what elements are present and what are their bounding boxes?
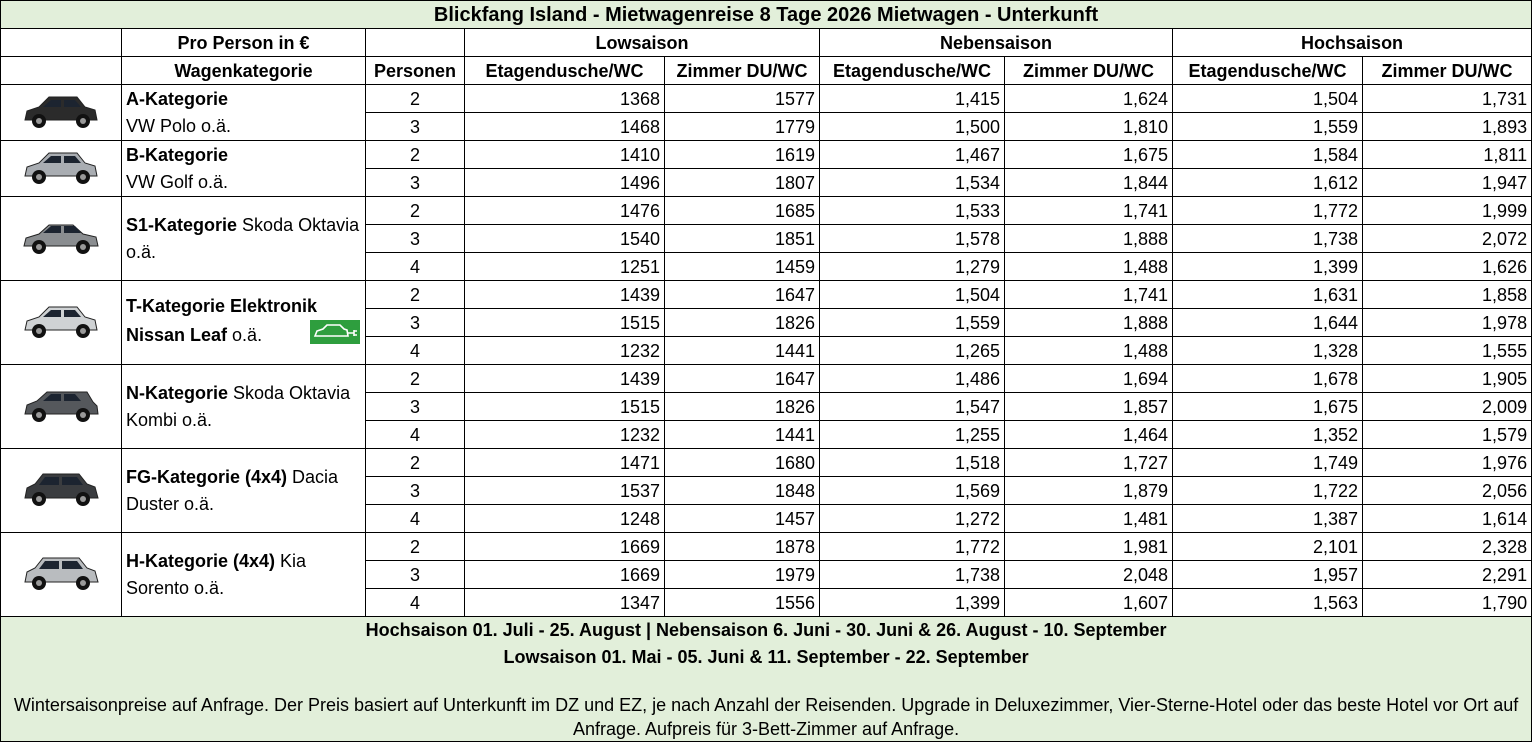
price-cell: 1439 — [465, 365, 665, 393]
price-cell: 1,534 — [820, 169, 1005, 197]
price-cell: 1232 — [465, 337, 665, 365]
header-empty-cell — [1, 57, 122, 85]
price-cell: 1,888 — [1005, 225, 1173, 253]
price-cell: 1,727 — [1005, 449, 1173, 477]
price-cell: 1,467 — [820, 141, 1005, 169]
table-row — [1, 365, 1532, 393]
price-cell: 1,624 — [1005, 85, 1173, 113]
price-cell: 1,790 — [1363, 589, 1532, 617]
price-cell: 1232 — [465, 421, 665, 449]
price-cell: 1848 — [665, 477, 820, 505]
persons-cell: 4 — [366, 253, 465, 281]
price-cell: 1669 — [465, 561, 665, 589]
price-cell: 1,844 — [1005, 169, 1173, 197]
price-cell: 1,879 — [1005, 477, 1173, 505]
price-cell: 1,559 — [1173, 113, 1363, 141]
category-name: H-Kategorie (4x4) — [126, 550, 276, 571]
price-cell: 1,387 — [1173, 505, 1363, 533]
car-image-cell — [1, 141, 122, 197]
price-cell: 1471 — [465, 449, 665, 477]
persons-cell: 2 — [366, 197, 465, 225]
persons-cell: 2 — [366, 449, 465, 477]
category-cell — [122, 533, 366, 617]
table-row — [1, 85, 1532, 113]
price-cell: 1807 — [665, 169, 820, 197]
persons-cell: 2 — [366, 141, 465, 169]
price-cell: 1,486 — [820, 365, 1005, 393]
header-room-type: Zimmer DU/WC — [1005, 57, 1173, 85]
price-cell: 1680 — [665, 449, 820, 477]
price-cell: 1,265 — [820, 337, 1005, 365]
car-image-cell — [1, 449, 122, 533]
price-cell: 1,811 — [1363, 141, 1532, 169]
persons-cell: 4 — [366, 421, 465, 449]
price-cell: 1,504 — [1173, 85, 1363, 113]
price-cell: 2,328 — [1363, 533, 1532, 561]
price-cell: 1368 — [465, 85, 665, 113]
footer-price-note: Wintersaisonpreise auf Anfrage. Der Preis basiert auf Unterkunft im DZ und EZ, je nach Anzahl der Reisenden. Upgrade in Deluxezimmer, Vier-Sterne-Hotel oder das beste Hotel vor Ort auf Anfrage. Aufpreis für 3-Bett-Zimmer auf Anfrage. — [13, 695, 1519, 739]
category-name: S1-Kategorie — [126, 214, 238, 235]
header-season-high: Hochsaison — [1173, 29, 1532, 57]
table-row — [1, 141, 1532, 169]
price-cell: 1,352 — [1173, 421, 1363, 449]
price-cell: 1,464 — [1005, 421, 1173, 449]
header-wagenkategorie: Wagenkategorie — [122, 57, 366, 85]
price-cell: 1347 — [465, 589, 665, 617]
persons-cell: 3 — [366, 225, 465, 253]
table-row — [1, 281, 1532, 309]
price-cell: 1410 — [465, 141, 665, 169]
hatchback-car-icon — [21, 88, 101, 137]
price-cell: 1577 — [665, 85, 820, 113]
car-image-cell — [1, 197, 122, 281]
price-cell: 1,731 — [1363, 85, 1532, 113]
price-cell: 1,957 — [1173, 561, 1363, 589]
price-cell: 1647 — [665, 281, 820, 309]
price-cell: 1,255 — [820, 421, 1005, 449]
category-car-model: Skoda Oktavia o.ä. — [126, 214, 360, 262]
header-room-type: Zimmer DU/WC — [665, 57, 820, 85]
price-cell: 1,399 — [820, 589, 1005, 617]
price-cell: 1457 — [665, 505, 820, 533]
price-cell: 1,614 — [1363, 505, 1532, 533]
price-cell: 1556 — [665, 589, 820, 617]
price-cell: 1979 — [665, 561, 820, 589]
price-cell: 1,722 — [1173, 477, 1363, 505]
category-name: A-Kategorie — [126, 88, 229, 109]
header-room-type: Zimmer DU/WC — [1363, 57, 1532, 85]
price-cell: 2,009 — [1363, 393, 1532, 421]
persons-cell: 3 — [366, 113, 465, 141]
price-cell: 1540 — [465, 225, 665, 253]
price-cell: 1,772 — [820, 533, 1005, 561]
price-cell: 1826 — [665, 309, 820, 337]
persons-cell: 3 — [366, 309, 465, 337]
category-cell — [122, 197, 366, 281]
price-cell: 1,328 — [1173, 337, 1363, 365]
footer-season-dates-high-mid: Hochsaison 01. Juli - 25. August | Nebensaison 6. Juni - 30. Juni & 26. August - 10. September — [365, 620, 1167, 640]
header-empty-cell — [1, 29, 122, 57]
price-cell: 1,569 — [820, 477, 1005, 505]
price-cell: 1,579 — [1363, 421, 1532, 449]
persons-cell: 3 — [366, 169, 465, 197]
price-cell: 1826 — [665, 393, 820, 421]
price-cell: 1,563 — [1173, 589, 1363, 617]
price-cell: 1,488 — [1005, 253, 1173, 281]
price-cell: 1,893 — [1363, 113, 1532, 141]
persons-cell: 2 — [366, 365, 465, 393]
table-row — [1, 197, 1532, 225]
category-car-model: Dacia Duster o.ä. — [126, 466, 339, 514]
suv-car-icon — [21, 550, 101, 599]
persons-cell: 4 — [366, 505, 465, 533]
price-cell: 1,612 — [1173, 169, 1363, 197]
price-cell: 1,555 — [1363, 337, 1532, 365]
footer-notes — [1, 617, 1532, 742]
car-image-cell — [1, 281, 122, 365]
price-cell: 1468 — [465, 113, 665, 141]
price-cell: 1,578 — [820, 225, 1005, 253]
price-cell: 1,584 — [1173, 141, 1363, 169]
price-cell: 1,279 — [820, 253, 1005, 281]
price-cell: 1515 — [465, 393, 665, 421]
price-cell: 2,291 — [1363, 561, 1532, 589]
header-season-low: Lowsaison — [465, 29, 820, 57]
wagon-car-icon — [21, 382, 101, 431]
price-cell: 1,415 — [820, 85, 1005, 113]
car-image-cell — [1, 533, 122, 617]
price-cell: 2,056 — [1363, 477, 1532, 505]
table-title: Blickfang Island - Mietwagenreise 8 Tage 2026 Mietwagen - Unterkunft — [1, 1, 1532, 29]
price-cell: 1619 — [665, 141, 820, 169]
category-car-model: Kia Sorento o.ä. — [126, 550, 307, 598]
price-cell: 1251 — [465, 253, 665, 281]
car-image-cell — [1, 85, 122, 141]
electric-charging-icon — [310, 320, 360, 352]
category-name: FG-Kategorie (4x4) — [126, 466, 288, 487]
price-cell: 1476 — [465, 197, 665, 225]
price-cell: 1685 — [665, 197, 820, 225]
category-cell — [122, 85, 366, 141]
price-cell: 1,678 — [1173, 365, 1363, 393]
header-pro-person: Pro Person in € — [122, 29, 366, 57]
price-cell: 1248 — [465, 505, 665, 533]
header-empty-cell — [366, 29, 465, 57]
footer-season-dates-low: Lowsaison 01. Mai - 05. Juni & 11. September - 22. September — [503, 647, 1029, 667]
persons-cell: 4 — [366, 337, 465, 365]
price-cell: 1,488 — [1005, 337, 1173, 365]
header-season-mid: Nebensaison — [820, 29, 1173, 57]
price-cell: 1779 — [665, 113, 820, 141]
price-cell: 2,101 — [1173, 533, 1363, 561]
price-cell: 1,858 — [1363, 281, 1532, 309]
category-car-model: VW Golf o.ä. — [126, 171, 229, 192]
price-cell: 1,741 — [1005, 197, 1173, 225]
table-row — [1, 533, 1532, 561]
persons-cell: 3 — [366, 393, 465, 421]
price-cell: 1851 — [665, 225, 820, 253]
persons-cell: 4 — [366, 589, 465, 617]
persons-cell: 2 — [366, 533, 465, 561]
price-cell: 1,772 — [1173, 197, 1363, 225]
price-cell: 1,978 — [1363, 309, 1532, 337]
category-cell — [122, 449, 366, 533]
price-cell: 1,631 — [1173, 281, 1363, 309]
price-cell: 1,607 — [1005, 589, 1173, 617]
table-row — [1, 449, 1532, 477]
price-cell: 1,694 — [1005, 365, 1173, 393]
price-cell: 2,072 — [1363, 225, 1532, 253]
price-cell: 1515 — [465, 309, 665, 337]
price-cell: 1441 — [665, 337, 820, 365]
price-cell: 1,675 — [1173, 393, 1363, 421]
price-cell: 1,644 — [1173, 309, 1363, 337]
price-cell: 1439 — [465, 281, 665, 309]
category-cell — [122, 365, 366, 449]
price-cell: 1,888 — [1005, 309, 1173, 337]
persons-cell: 3 — [366, 561, 465, 589]
price-cell: 1496 — [465, 169, 665, 197]
category-cell — [122, 281, 366, 365]
category-name: T-Kategorie Elektronik Nissan Leaf — [126, 296, 318, 345]
category-car-model: VW Polo o.ä. — [126, 115, 232, 136]
price-cell: 1459 — [665, 253, 820, 281]
price-cell: 1,741 — [1005, 281, 1173, 309]
price-cell: 2,048 — [1005, 561, 1173, 589]
price-cell: 1647 — [665, 365, 820, 393]
suv-car-icon — [21, 466, 101, 515]
price-cell: 1,547 — [820, 393, 1005, 421]
category-name: N-Kategorie — [126, 382, 229, 403]
price-cell: 1,749 — [1173, 449, 1363, 477]
price-cell: 1,738 — [820, 561, 1005, 589]
price-cell: 1,976 — [1363, 449, 1532, 477]
category-car-model: Skoda Oktavia Kombi o.ä. — [126, 382, 351, 430]
price-cell: 1,981 — [1005, 533, 1173, 561]
hatchback-car-icon — [21, 298, 101, 347]
car-image-cell — [1, 365, 122, 449]
price-cell: 1,533 — [820, 197, 1005, 225]
category-car-model: o.ä. — [227, 324, 263, 345]
price-cell: 1,481 — [1005, 505, 1173, 533]
price-cell: 1,272 — [820, 505, 1005, 533]
price-cell: 1669 — [465, 533, 665, 561]
category-cell — [122, 141, 366, 197]
price-cell: 1,738 — [1173, 225, 1363, 253]
price-cell: 1,947 — [1363, 169, 1532, 197]
header-personen: Personen — [366, 57, 465, 85]
price-cell: 1441 — [665, 421, 820, 449]
price-cell: 1,559 — [820, 309, 1005, 337]
header-room-type: Etagendusche/WC — [1173, 57, 1363, 85]
price-cell: 1878 — [665, 533, 820, 561]
persons-cell: 2 — [366, 85, 465, 113]
sedan-car-icon — [21, 214, 101, 263]
price-cell: 1,504 — [820, 281, 1005, 309]
price-cell: 1,626 — [1363, 253, 1532, 281]
price-cell: 1,905 — [1363, 365, 1532, 393]
persons-cell: 2 — [366, 281, 465, 309]
price-cell: 1,675 — [1005, 141, 1173, 169]
price-cell: 1,399 — [1173, 253, 1363, 281]
header-room-type: Etagendusche/WC — [465, 57, 665, 85]
price-cell: 1,518 — [820, 449, 1005, 477]
price-cell: 1537 — [465, 477, 665, 505]
price-cell: 1,500 — [820, 113, 1005, 141]
category-name: B-Kategorie — [126, 144, 229, 165]
price-cell: 1,810 — [1005, 113, 1173, 141]
price-cell: 1,857 — [1005, 393, 1173, 421]
persons-cell: 3 — [366, 477, 465, 505]
price-cell: 1,999 — [1363, 197, 1532, 225]
hatchback-car-icon — [21, 144, 101, 193]
header-room-type: Etagendusche/WC — [820, 57, 1005, 85]
